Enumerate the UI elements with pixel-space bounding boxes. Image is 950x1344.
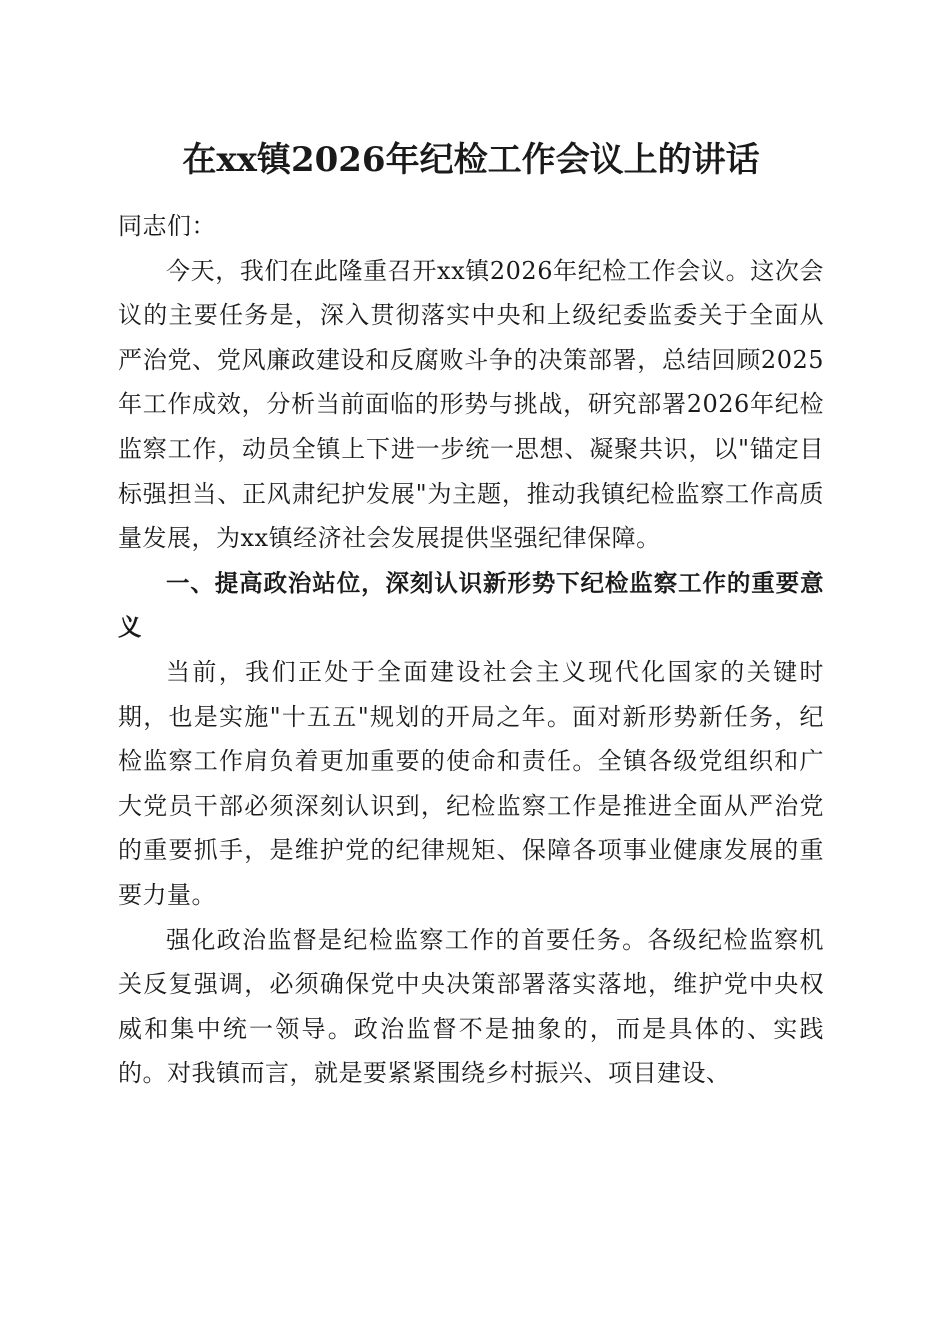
paragraph-political-supervision: 强化政治监督是纪检监察工作的首要任务。各级纪检监察机关反复强调，必须确保党中央决策部署落实落地，维护党中央权威和集中统一领导。政治监督不是抽象的，而是具体的、实践的。对我镇而言，就是要紧紧围绕乡村振兴、项目建设、	[118, 925, 824, 1088]
section-heading-1: 一、提高政治站位，深刻认识新形势下纪检监察工作的重要意义	[118, 568, 824, 642]
document-title: 在xx镇2026年纪检工作会议上的讲话	[182, 140, 760, 180]
paragraph-opening: 今天，我们在此隆重召开xx镇2026年纪检工作会议。这次会议的主要任务是，深入贯彻落实中央和上级纪委监委关于全面从严治党、党风廉政建设和反腐败斗争的决策部署，总结回顾2025年工作成效，分析当前面临的形势与挑战，研究部署2026年纪检监察工作，动员全镇上下进一步统一思想、凝聚共识，以"锚定目标强担当、正风肃纪护发展"为主题，推动我镇纪检监察工作高质量发展，为xx镇经济社会发展提供坚强纪律保障。	[118, 256, 824, 553]
document-page	[118, 0, 824, 1344]
document-body	[118, 204, 824, 1096]
salutation: 同志们：	[118, 212, 216, 240]
paragraph-situation: 当前，我们正处于全面建设社会主义现代化国家的关键时期，也是实施"十五五"规划的开局之年。面对新形势新任务，纪检监察工作肩负着更加重要的使命和责任。全镇各级党组织和广大党员干部必须深刻认识到，纪检监察工作是推进全面从严治党的重要抓手，是维护党的纪律规矩、保障各项事业健康发展的重要力量。	[118, 657, 824, 909]
